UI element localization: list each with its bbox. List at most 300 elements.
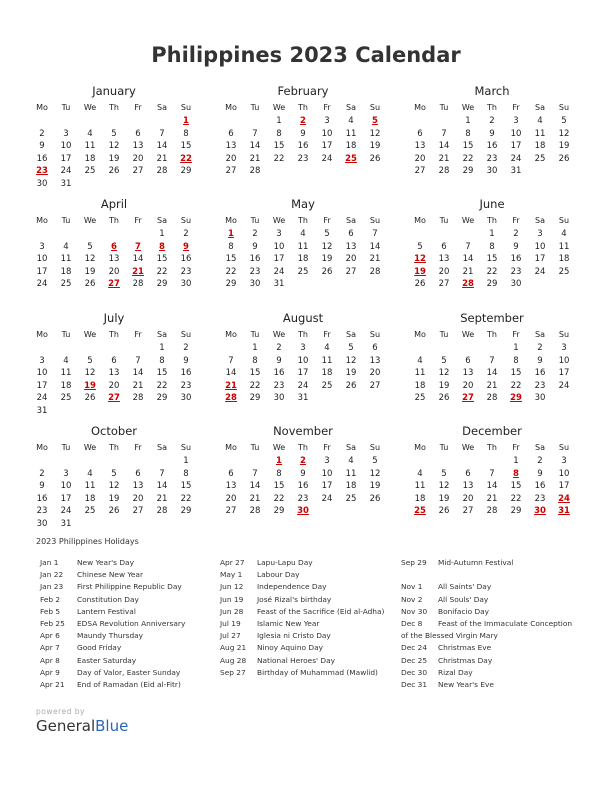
holiday-day-cell: 30 <box>297 506 309 517</box>
weekday-label: Su <box>180 443 192 452</box>
day-cell: 3 <box>300 343 306 353</box>
holiday-day-cell: 27 <box>108 279 120 290</box>
day-cell: 8 <box>159 355 165 366</box>
day-cell: 17 <box>297 368 309 379</box>
day-cell: 10 <box>60 141 72 152</box>
day-cell: 20 <box>462 380 474 391</box>
day-cell <box>219 342 243 355</box>
day-cell: 30 <box>273 393 285 404</box>
holiday-day-cell: 25 <box>345 153 357 164</box>
day-cell: 12 <box>438 368 450 379</box>
day-cell <box>30 342 54 355</box>
weekday-label: Su <box>180 330 192 339</box>
weekday-label: We <box>83 330 97 339</box>
weekday-label: Sa <box>157 216 167 225</box>
week-row <box>219 480 387 493</box>
day-cell: 6 <box>465 355 471 366</box>
day-cell: 20 <box>225 153 237 164</box>
day-cell: 26 <box>84 279 96 290</box>
weekday-header <box>408 328 576 342</box>
week-row <box>30 392 198 405</box>
day-cell: 23 <box>486 153 498 164</box>
day-cell <box>243 115 267 128</box>
weekday-label: Mo <box>225 103 237 112</box>
holiday-day-cell: 6 <box>111 241 117 252</box>
day-cell: 22 <box>156 266 168 277</box>
day-cell: 12 <box>369 468 381 479</box>
day-cell: 25 <box>558 266 570 277</box>
day-cell <box>219 115 243 128</box>
day-cell <box>291 278 315 291</box>
day-cell: 11 <box>321 355 333 366</box>
day-cell <box>315 165 339 178</box>
day-cell: 15 <box>510 368 522 379</box>
holiday-day-cell: 8 <box>513 468 519 479</box>
day-cell <box>174 405 198 418</box>
day-cell: 30 <box>36 178 48 189</box>
holiday-date: Sep 27 <box>220 667 246 677</box>
day-cell: 24 <box>36 393 48 404</box>
day-cell: 9 <box>300 128 306 139</box>
day-cell: 7 <box>228 355 234 366</box>
month-may <box>219 195 387 291</box>
day-cell: 22 <box>462 153 474 164</box>
week-row <box>30 505 198 518</box>
day-cell: 18 <box>321 368 333 379</box>
day-cell: 26 <box>438 506 450 517</box>
day-cell: 25 <box>297 266 309 277</box>
day-cell: 25 <box>84 166 96 177</box>
day-cell: 27 <box>225 166 237 177</box>
holiday-day-cell: 23 <box>36 166 48 177</box>
day-cell: 26 <box>84 393 96 404</box>
day-cell: 26 <box>321 266 333 277</box>
day-cell: 10 <box>60 481 72 492</box>
day-cell <box>315 392 339 405</box>
holiday-day-cell: 19 <box>84 380 96 391</box>
day-cell: 11 <box>297 241 309 252</box>
weekday-label: Su <box>558 330 570 339</box>
day-cell: 15 <box>462 141 474 152</box>
holiday-day-cell: 27 <box>462 393 474 404</box>
holiday-name: New Year's Eve <box>438 679 494 689</box>
holiday-day-cell: 29 <box>510 393 522 404</box>
week-row <box>30 153 198 166</box>
holiday-day-cell: 22 <box>180 153 192 164</box>
day-cell <box>102 455 126 468</box>
day-cell: 13 <box>438 254 450 265</box>
weekday-label: Mo <box>414 216 426 225</box>
day-cell <box>339 505 363 518</box>
weekday-label: We <box>272 216 286 225</box>
holiday-name: End of Ramadan (Eid al-Fitr) <box>77 679 181 689</box>
weekday-label: Sa <box>157 443 167 452</box>
weekday-label: Tu <box>61 103 71 112</box>
brand-name-general: General <box>36 717 96 735</box>
day-cell: 16 <box>510 254 522 265</box>
day-cell: 15 <box>486 254 498 265</box>
day-cell: 19 <box>369 141 381 152</box>
holiday-date: Dec 30 <box>401 667 428 677</box>
day-cell: 7 <box>252 468 258 479</box>
weekday-header <box>30 214 198 228</box>
day-cell: 24 <box>297 380 309 391</box>
day-cell: 21 <box>249 493 261 504</box>
day-cell: 3 <box>63 128 69 139</box>
weekday-header <box>408 441 576 455</box>
day-cell: 7 <box>465 241 471 252</box>
day-cell <box>363 278 387 291</box>
day-cell: 16 <box>273 368 285 379</box>
month-november <box>219 422 387 518</box>
day-cell: 15 <box>180 481 192 492</box>
holiday-date: Apr 27 <box>220 558 245 567</box>
brand-name <box>36 717 128 735</box>
weekday-label: Th <box>487 443 497 452</box>
weekday-label: We <box>461 216 475 225</box>
holiday-date: Feb 5 <box>40 606 61 616</box>
day-cell: 16 <box>180 254 192 265</box>
weekday-label: Sa <box>346 330 356 339</box>
day-cell: 2 <box>513 229 519 239</box>
day-cell: 8 <box>276 468 282 479</box>
day-cell: 3 <box>39 355 45 366</box>
holiday-name: New Year's Day <box>77 558 134 567</box>
day-cell: 19 <box>369 481 381 492</box>
day-cell: 15 <box>156 368 168 379</box>
day-cell <box>315 278 339 291</box>
day-cell: 31 <box>60 518 72 529</box>
day-cell: 15 <box>273 481 285 492</box>
week-row <box>408 455 576 468</box>
holiday-date: Apr 7 <box>40 643 60 653</box>
powered-by-text: powered by <box>36 707 85 716</box>
month-october <box>30 422 198 531</box>
weekday-label: Tu <box>250 103 260 112</box>
day-cell: 12 <box>438 481 450 492</box>
day-cell: 30 <box>249 279 261 290</box>
day-cell: 18 <box>414 380 426 391</box>
day-cell <box>432 228 456 241</box>
day-cell: 31 <box>510 166 522 177</box>
day-cell: 10 <box>534 241 546 252</box>
holiday-date: Dec 24 <box>401 643 428 653</box>
day-cell: 5 <box>324 229 330 239</box>
day-cell <box>363 165 387 178</box>
day-cell: 10 <box>297 355 309 366</box>
day-cell: 15 <box>156 254 168 265</box>
day-cell: 27 <box>132 506 144 517</box>
week-row <box>219 367 387 380</box>
day-cell: 28 <box>369 266 381 277</box>
day-cell <box>78 405 102 418</box>
holiday-name: Chinese New Year <box>77 570 143 580</box>
day-cell: 5 <box>111 468 117 479</box>
day-cell <box>552 165 576 178</box>
week-row <box>30 266 198 279</box>
holiday-name: Iglesia ni Cristo Day <box>257 631 331 641</box>
day-cell: 28 <box>156 166 168 177</box>
day-cell: 2 <box>39 468 45 479</box>
day-cell: 20 <box>108 380 120 391</box>
month-name: November <box>273 424 333 438</box>
day-cell: 2 <box>537 343 543 353</box>
weekday-label: Th <box>109 103 119 112</box>
day-cell: 28 <box>249 166 261 177</box>
month-name: July <box>103 311 125 325</box>
weekday-label: We <box>272 330 286 339</box>
day-cell: 17 <box>558 481 570 492</box>
day-cell <box>243 455 267 468</box>
holiday-date: Jun 28 <box>220 606 244 616</box>
day-cell: 18 <box>297 254 309 265</box>
weekday-header <box>219 328 387 342</box>
weekday-label: Su <box>558 103 570 112</box>
day-cell: 14 <box>249 481 261 492</box>
day-cell: 23 <box>510 266 522 277</box>
week-row <box>219 342 387 355</box>
holiday-day-cell: 12 <box>414 254 426 265</box>
weekday-label: Mo <box>414 330 426 339</box>
day-cell: 12 <box>108 481 120 492</box>
day-cell: 1 <box>183 456 189 466</box>
week-row <box>219 505 387 518</box>
day-cell: 16 <box>36 493 48 504</box>
holiday-date: Apr 6 <box>40 631 60 641</box>
weekday-label: Su <box>180 216 192 225</box>
day-cell: 10 <box>273 241 285 252</box>
day-cell: 19 <box>345 368 357 379</box>
weekday-header <box>219 441 387 455</box>
day-cell <box>78 115 102 128</box>
day-cell: 18 <box>558 254 570 265</box>
month-january <box>30 82 198 191</box>
day-cell: 2 <box>252 229 258 239</box>
week-row <box>408 266 576 279</box>
holiday-name: Lapu-Lapu Day <box>257 558 313 567</box>
weekday-label: Th <box>298 216 308 225</box>
day-cell: 10 <box>36 368 48 379</box>
day-cell: 9 <box>39 141 45 152</box>
day-cell <box>30 115 54 128</box>
week-row <box>30 165 198 178</box>
day-cell <box>78 178 102 191</box>
day-cell: 17 <box>321 141 333 152</box>
week-row <box>30 128 198 141</box>
day-cell: 29 <box>462 166 474 177</box>
holiday-name: Easter Saturday <box>77 655 137 665</box>
day-cell: 16 <box>534 481 546 492</box>
day-cell: 27 <box>132 166 144 177</box>
week-row <box>408 153 576 166</box>
day-cell: 10 <box>510 128 522 139</box>
holiday-date: Sep 29 <box>401 558 427 567</box>
day-cell <box>408 228 432 241</box>
day-cell <box>150 178 174 191</box>
brand-name-blue: Blue <box>95 717 129 735</box>
holiday-date: Apr 21 <box>40 679 65 689</box>
day-cell: 21 <box>369 254 381 265</box>
weekday-label: Tu <box>61 443 71 452</box>
day-cell: 9 <box>252 241 258 252</box>
day-cell: 4 <box>300 229 306 239</box>
day-cell: 24 <box>60 166 72 177</box>
holiday-name: EDSA Revolution Anniversary <box>77 618 186 628</box>
day-cell <box>54 455 78 468</box>
weekday-label: Su <box>369 103 381 112</box>
day-cell: 21 <box>156 493 168 504</box>
holiday-day-cell: 25 <box>414 506 426 517</box>
day-cell: 16 <box>36 153 48 164</box>
day-cell: 13 <box>345 241 357 252</box>
day-cell: 9 <box>537 468 543 479</box>
weekday-label: We <box>83 103 97 112</box>
day-cell: 20 <box>369 368 381 379</box>
holiday-name: Feast of the Immaculate Conception of the Blessed Virgin Mary <box>401 618 573 641</box>
week-row <box>408 165 576 178</box>
weekday-label: Sa <box>535 103 545 112</box>
day-cell <box>339 392 363 405</box>
day-cell: 14 <box>438 141 450 152</box>
weekday-label: Sa <box>346 216 356 225</box>
day-cell: 29 <box>486 279 498 290</box>
day-cell: 7 <box>252 128 258 139</box>
day-cell: 6 <box>135 128 141 139</box>
day-cell: 12 <box>321 241 333 252</box>
day-cell <box>126 228 150 241</box>
day-cell: 19 <box>438 380 450 391</box>
day-cell: 30 <box>534 393 546 404</box>
holiday-day-cell: 8 <box>159 241 165 252</box>
month-name: August <box>282 311 324 325</box>
day-cell: 3 <box>276 229 282 239</box>
week-row <box>30 480 198 493</box>
day-cell: 29 <box>180 506 192 517</box>
day-cell <box>78 518 102 531</box>
holiday-name: Rizal Day <box>438 667 473 677</box>
day-cell <box>174 518 198 531</box>
day-cell: 29 <box>249 393 261 404</box>
week-row <box>408 128 576 141</box>
month-february <box>219 82 387 178</box>
holiday-date: Nov 1 <box>401 582 423 592</box>
day-cell: 3 <box>39 241 45 252</box>
day-cell: 28 <box>132 279 144 290</box>
day-cell: 16 <box>249 254 261 265</box>
day-cell: 14 <box>132 368 144 379</box>
holiday-date: Dec 8 <box>401 618 423 628</box>
day-cell <box>408 115 432 128</box>
day-cell: 20 <box>438 266 450 277</box>
day-cell: 21 <box>132 380 144 391</box>
day-cell: 31 <box>297 393 309 404</box>
day-cell <box>480 455 504 468</box>
weekday-label: Su <box>369 330 381 339</box>
week-row <box>219 128 387 141</box>
holiday-name: Islamic New Year <box>257 618 320 628</box>
holiday-name: Maundy Thursday <box>77 631 144 641</box>
holiday-date: Apr 9 <box>40 667 60 677</box>
day-cell: 17 <box>36 380 48 391</box>
week-row <box>219 115 387 128</box>
day-cell: 6 <box>135 468 141 479</box>
day-cell: 23 <box>36 506 48 517</box>
week-row <box>219 493 387 506</box>
day-cell: 22 <box>510 493 522 504</box>
day-cell: 2 <box>183 229 189 239</box>
day-cell: 23 <box>297 493 309 504</box>
week-row <box>219 165 387 178</box>
day-cell: 1 <box>513 456 519 466</box>
day-cell: 12 <box>84 254 96 265</box>
day-cell: 6 <box>417 128 423 139</box>
day-cell: 2 <box>489 116 495 126</box>
weekday-label: Th <box>298 330 308 339</box>
day-cell <box>456 342 480 355</box>
holiday-day-cell: 24 <box>558 493 570 504</box>
day-cell: 15 <box>249 368 261 379</box>
week-row <box>408 140 576 153</box>
day-cell: 16 <box>534 368 546 379</box>
holiday-day-cell: 27 <box>108 393 120 404</box>
day-cell: 26 <box>369 493 381 504</box>
day-cell: 5 <box>441 355 447 366</box>
day-cell <box>126 405 150 418</box>
day-cell <box>30 228 54 241</box>
day-cell <box>267 165 291 178</box>
day-cell: 10 <box>558 468 570 479</box>
day-cell: 27 <box>225 506 237 517</box>
day-cell: 28 <box>486 506 498 517</box>
day-cell: 7 <box>489 468 495 479</box>
day-cell <box>150 455 174 468</box>
day-cell: 14 <box>132 254 144 265</box>
day-cell: 22 <box>156 380 168 391</box>
day-cell: 3 <box>324 116 330 126</box>
holiday-name: Mid-Autumn Festival <box>438 558 514 567</box>
day-cell: 15 <box>273 141 285 152</box>
holiday-name: Christmas Day <box>438 655 493 665</box>
day-cell: 28 <box>132 393 144 404</box>
weekday-label: Fr <box>134 216 142 225</box>
holiday-day-cell: 1 <box>276 456 282 466</box>
holiday-date: Dec 25 <box>401 655 428 665</box>
weekday-label: Fr <box>134 443 142 452</box>
holiday-date: Apr 8 <box>40 655 60 665</box>
weekday-label: Su <box>369 443 381 452</box>
holiday-date: Feb 2 <box>40 594 61 604</box>
weekday-label: Su <box>558 443 570 452</box>
day-cell: 13 <box>108 368 120 379</box>
day-cell: 18 <box>60 380 72 391</box>
weekday-label: Mo <box>36 103 48 112</box>
day-cell <box>339 278 363 291</box>
weekday-header <box>408 214 576 228</box>
day-cell <box>363 505 387 518</box>
month-june <box>408 195 576 291</box>
day-cell: 13 <box>462 368 474 379</box>
weekday-label: Fr <box>323 103 331 112</box>
week-row <box>408 241 576 254</box>
day-cell: 23 <box>180 266 192 277</box>
day-cell: 20 <box>132 493 144 504</box>
day-cell: 27 <box>438 279 450 290</box>
day-cell: 12 <box>558 128 570 139</box>
day-cell: 7 <box>135 355 141 366</box>
weekday-label: Tu <box>250 216 260 225</box>
weekday-label: We <box>272 103 286 112</box>
day-cell: 21 <box>486 380 498 391</box>
